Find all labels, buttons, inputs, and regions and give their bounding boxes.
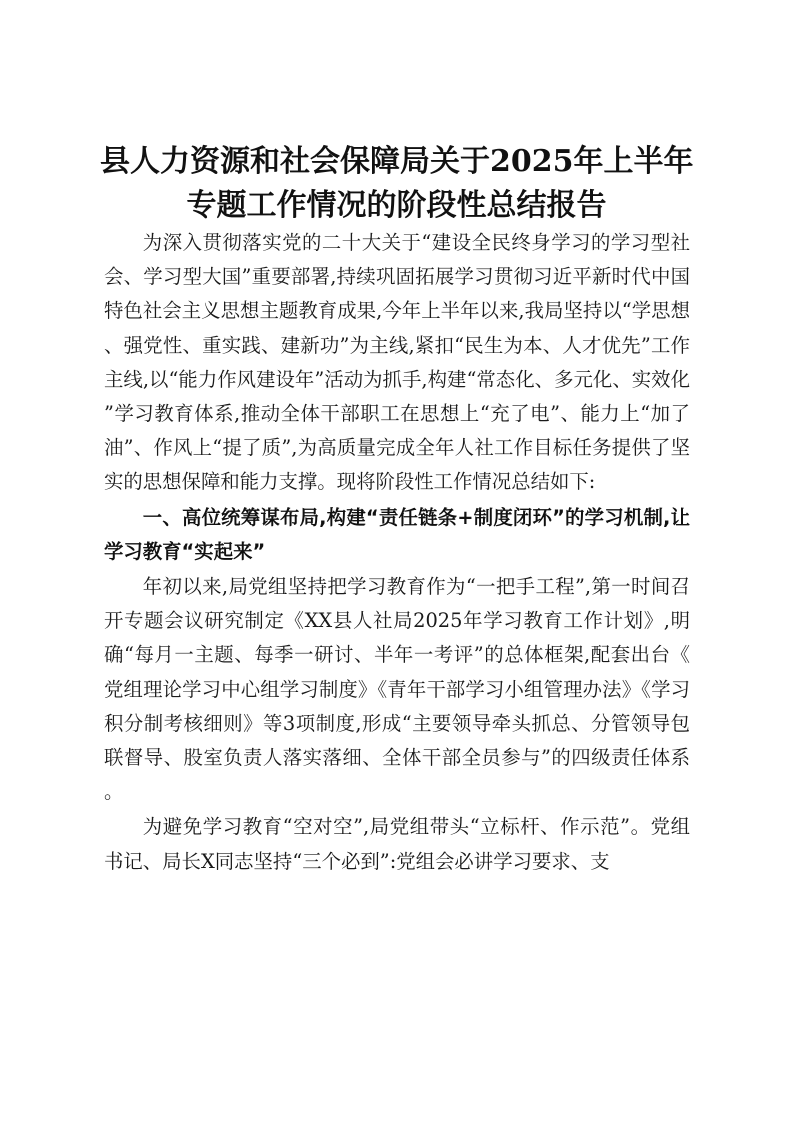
title-line-1: 县人力资源和社会保障局关于2025年上半年	[100, 144, 694, 179]
section-heading-1: 一、高位统筹谋布局,构建“责任链条+制度闭环”的学习机制,让学习教育“实起来”	[104, 505, 690, 563]
intro-paragraph: 为深入贯彻落实党的二十大关于“建设全民终身学习的学习型社会、学习型大国”重要部署,持续巩固拓展学习贯彻习近平新时代中国特色社会主义思想主题教育成果,今年上半年以来,我局坚持以“学思想、强党性、重实践、建新功”为主线,紧扣“民生为本、人才优先”工作主线,以“能力作风建设年”活动为抓手,构建“常态化、多元化、实效化”学习教育体系,推动全体干部职工在思想上“充了电”、能力上“加了油”、作风上“提了质”,为高质量完成全年人社工作目标任务提供了坚实的思想保障和能力支撑。现将阶段性工作情况总结如下:	[104, 231, 690, 494]
document-title	[100, 140, 693, 228]
title-line-2: 专题工作情况的阶段性总结报告	[186, 188, 607, 223]
document-body	[104, 226, 690, 880]
body-paragraph-2: 为避免学习教育“空对空”,局党组带头“立标杆、作示范”。党组书记、局长X同志坚持“三个必到”:党组会必讲学习要求、支	[104, 815, 690, 873]
body-paragraph-1: 年初以来,局党组坚持把学习教育作为“一把手工程”,第一时间召开专题会议研究制定《XX县人社局2025年学习教育工作计划》,明确“每月一主题、每季一研讨、半年一考评”的总体框架,配套出台《党组理论学习中心组学习制度》《青年干部学习小组管理办法》《学习积分制考核细则》等3项制度,形成“主要领导牵头抓总、分管领导包联督导、股室负责人落实落细、全体干部全员参与”的四级责任体系。	[104, 575, 690, 804]
